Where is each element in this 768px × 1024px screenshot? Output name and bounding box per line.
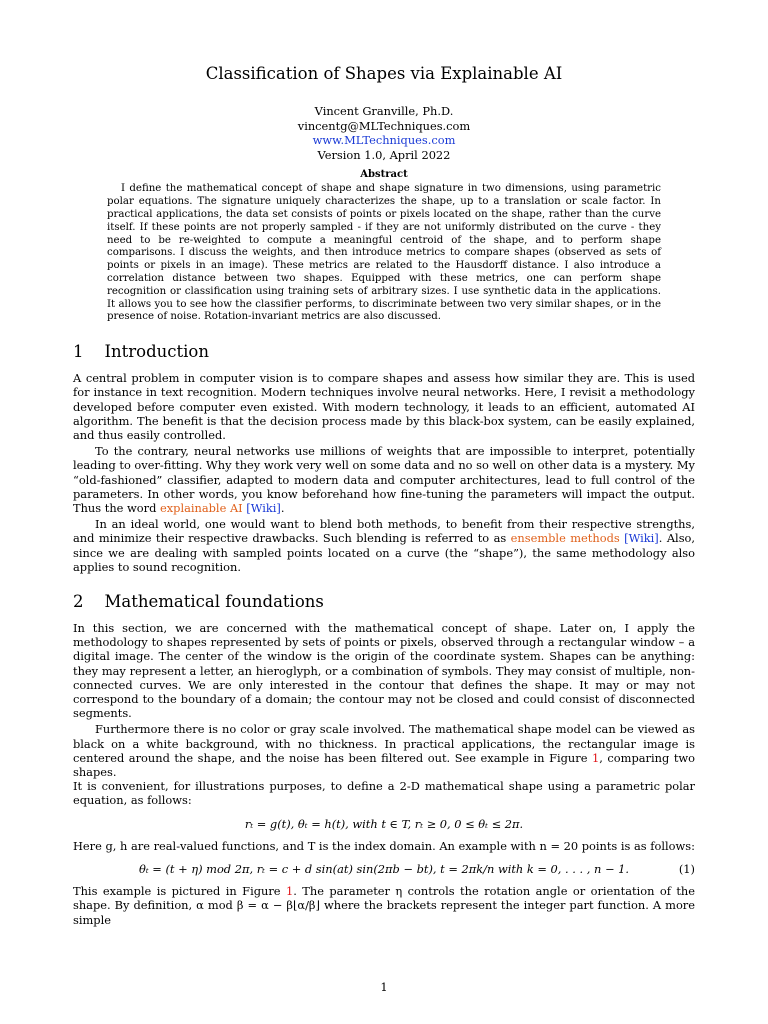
author-website-link[interactable]: www.MLTechniques.com <box>312 133 456 148</box>
explainable-ai-link[interactable]: explainable AI <box>159 500 243 515</box>
math-p2-end: , comparing two shapes. <box>73 750 696 780</box>
equation-polar: rₜ = g(t), θₜ = h(t), with t ∈ T, rₜ ≥ 0, 0 ≤ θₜ ≤ 2π. <box>244 816 524 831</box>
section-2-title: Mathematical foundations <box>104 591 324 611</box>
abstract-heading: Abstract <box>360 169 408 181</box>
figure-1-ref[interactable]: 1 <box>592 750 600 765</box>
figure-1-ref-2[interactable]: 1 <box>285 884 294 899</box>
author-email: vincentg@MLTechniques.com <box>297 118 471 133</box>
equation-1-number: (1) <box>678 862 695 877</box>
intro-p2-text: To the contrary, neural networks use millions of weights that are impossible to interpret, potentially leading to over-fitting. Why they work very well on some data and no so well on other data is a mystery. My “old-fashioned” classifier, adapted to modern data and computer architectures, lead to full control of the parameters. In other words, you know beforehand how fine-tuning the parameters will impact the output. Thus the word <box>73 444 695 515</box>
author-name: Vincent Granville, Ph.D. <box>314 104 454 118</box>
section-1-title: Introduction <box>104 342 209 362</box>
abstract-text: I define the mathematical concept of shape and shape signature in two dimensions, using parametric polar equations. The signature uniquely characterizes the shape, up to a translation or scale factor. In practical applications, the data set consists of points or pixels located on the shape, rather than the curve itself. If these points are not properly sampled - if they are not uniformly distributed on the curve - they need to be re-weighted to compute a meaningful centroid of the shape, and to perform shape comparisons. I discuss the weights, and then introduce metrics to compare shapes (observed as sets of points or pixels in an image). These metrics are related to the Hausdorff distance. I also introduce a correlation distance between two shapes. Equipped with these metrics, one can perform shape recognition or classification using training sets of arbitrary sizes. I use synthetic data in the applications. It allows you to see how the classifier performs, to discriminate between two very similar shapes, or in the presence of noise. Rotation-invariant metrics are also discussed. <box>107 183 661 323</box>
version-line: Version 1.0, April 2022 <box>317 147 451 162</box>
intro-p3-end: . Also, since we are dealing with sampled points located on a curve (the “shape”), the same methodology also applies to sound recognition. <box>73 531 696 574</box>
intro-paragraph-2 <box>73 444 695 515</box>
math-p2-text: Furthermore there is no color or gray scale involved. The mathematical shape model can be viewed as black on a white background, with no thickness. In practical applications, the rectangular image is centered around the shape, and the noise has been filtered out. See example in Figure <box>73 722 695 765</box>
math-paragraph-4: Here g, h are real-valued functions, and T is the index domain. An example with n = 20 points is as follows: <box>73 838 695 853</box>
math-p5-text: This example is pictured in Figure <box>73 884 281 899</box>
intro-p2-end: . <box>280 500 285 515</box>
intro-p3-text: In an ideal world, one would want to blend both methods, to benefit from their respective strengths, and minimize their respective drawbacks. Such blending is referred to as <box>73 517 695 546</box>
paper-title: Classification of Shapes via Explainable AI <box>205 64 563 83</box>
section-2-heading <box>73 592 695 612</box>
explainable-ai-wiki-link[interactable]: [Wiki] <box>246 500 281 515</box>
math-paragraph-5 <box>73 884 695 927</box>
math-paragraph-3: It is convenient, for illustrations purposes, to define a 2-D mathematical shape using a parametric polar equation, as follows: <box>73 779 695 808</box>
equation-1 <box>73 862 695 876</box>
intro-paragraph-1: A central problem in computer vision is to compare shapes and assess how similar they are. This is used for instance in text recognition. Modern techniques involve neural networks. Here, I revisit a methodology developed before computer even existed. With modern technology, it leads to an efficient, automated AI algorithm. The benefit is that the decision process made by this black-box system, can be easily explained, and thus easily controlled. <box>73 371 695 442</box>
section-2-number: 2 <box>73 591 84 611</box>
page-number: 1 <box>380 980 388 994</box>
ensemble-methods-wiki-link[interactable]: [Wiki] <box>624 531 659 546</box>
author-block <box>73 104 695 162</box>
equation-1-body: θₜ = (t + η) mod 2π, rₜ = c + d sin(at) sin(2πb − bt), t = 2πk/n with k = 0, . . . , n − 1. <box>139 862 629 877</box>
math-paragraph-1: In this section, we are concerned with the mathematical concept of shape. Later on, I apply the methodology to shapes represented by sets of points or pixels, observed through a rectangular window – a digital image. The center of the window is the origin of the coordinate system. Shapes can be anything: they may represent a letter, an hieroglyph, or a combination of symbols. They may consist of multiple, non-connected curves. We are only interested in the contour that defines the shape. It may or may not correspond to the boundary of a domain; the contour may not be closed and could consist of disconnected segments. <box>73 620 695 721</box>
section-1-heading <box>73 342 695 362</box>
math-p5-end: . The parameter η controls the rotation angle or orientation of the shape. By definition, α mod β = α − β⌊α/β⌋ where the brackets represent the integer part function. A more simple <box>73 884 695 927</box>
ensemble-methods-link[interactable]: ensemble methods <box>510 531 620 546</box>
section-1-number: 1 <box>73 342 84 362</box>
math-paragraph-2 <box>73 722 695 779</box>
intro-paragraph-3 <box>73 517 695 574</box>
